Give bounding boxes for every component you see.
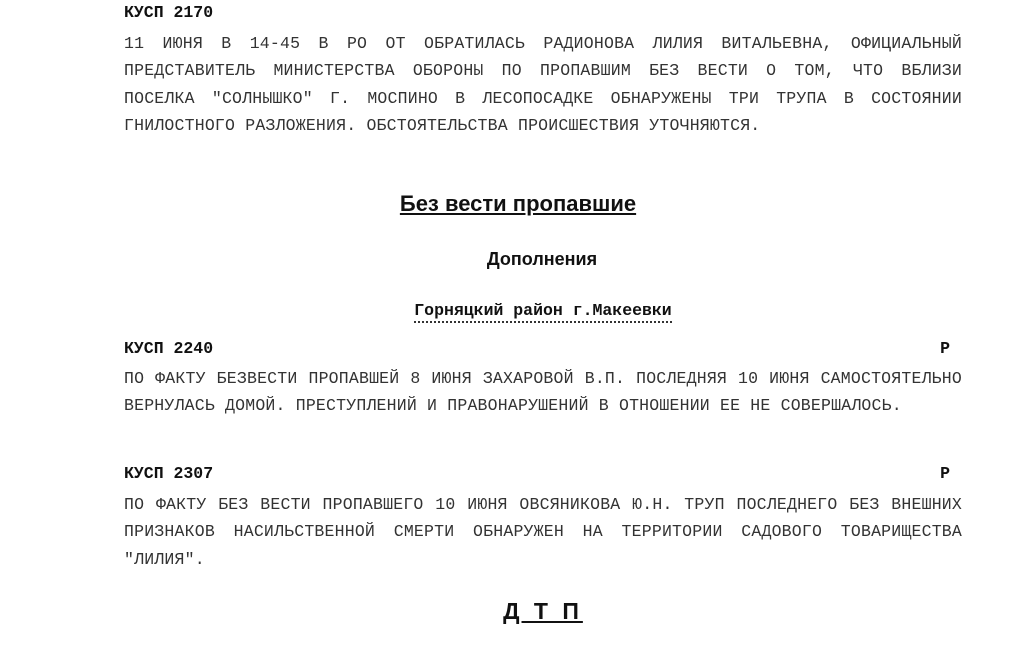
entry-text: ПО ФАКТУ БЕЗ ВЕСТИ ПРОПАВШЕГО 10 ИЮНЯ ОВСЯНИКОВА Ю.Н. ТРУП ПОСЛЕДНЕГО БЕЗ ВНЕШНИХ ПРИЗНАКОВ НАСИЛЬСТВЕННОЙ СМЕРТИ ОБНАРУЖЕН НА ТЕРРИТОРИИ САДОВОГО ТОВАРИЩЕСТВА "ЛИЛИЯ". (124, 495, 962, 569)
entry-text: ПО ФАКТУ БЕЗВЕСТИ ПРОПАВШЕЙ 8 ИЮНЯ ЗАХАРОВОЙ В.П. ПОСЛЕДНЯЯ 10 ИЮНЯ САМОСТОЯТЕЛЬНО ВЕРНУЛАСЬ ДОМОЙ. ПРЕСТУПЛЕНИЙ И ПРАВОНАРУШЕНИЙ В ОТНОШЕНИИ ЕЕ НЕ СОВЕРШАЛОСЬ. (124, 369, 962, 416)
kusp-number: КУСП 2307 (124, 464, 214, 483)
district-name: Горняцкий район г.Макеевки (414, 301, 671, 323)
next-section-title: Д Т П (503, 598, 583, 624)
section-title: Без вести пропавшие (399, 191, 637, 216)
entry-text: 11 ИЮНЯ В 14-45 В РО ОТ ОБРАТИЛАСЬ РАДИОНОВА ЛИЛИЯ ВИТАЛЬЕВНА, ОФИЦИАЛЬНЫЙ ПРЕДСТАВИТЕЛЬ МИНИСТЕРСТВА ОБОРОНЫ ПО ПРОПАВШИМ БЕЗ ВЕСТИ О ТОМ, ЧТО ВБЛИЗИ ПОСЕЛКА "СОЛНЫШКО" Г. МОСПИНО В ЛЕСОПОСАДКЕ ОБНАРУЖЕНЫ ТРИ ТРУПА В СОСТОЯНИИ ГНИЛОСТНОГО РАЗЛОЖЕНИЯ. ОБСТОЯТЕЛЬСТВА ПРОИСШЕСТВИЯ УТОЧНЯЮТСЯ. (124, 34, 962, 135)
kusp-number: КУСП 2240 (124, 339, 214, 358)
entry-mark: Р (940, 464, 950, 483)
entry-header (124, 339, 950, 359)
entry-header (124, 3, 950, 23)
entry-header (124, 464, 950, 484)
district-heading (0, 301, 1036, 320)
entry-mark: Р (940, 339, 950, 358)
section-subtitle: Дополнения (486, 249, 598, 269)
kusp-number: КУСП 2170 (124, 3, 214, 22)
